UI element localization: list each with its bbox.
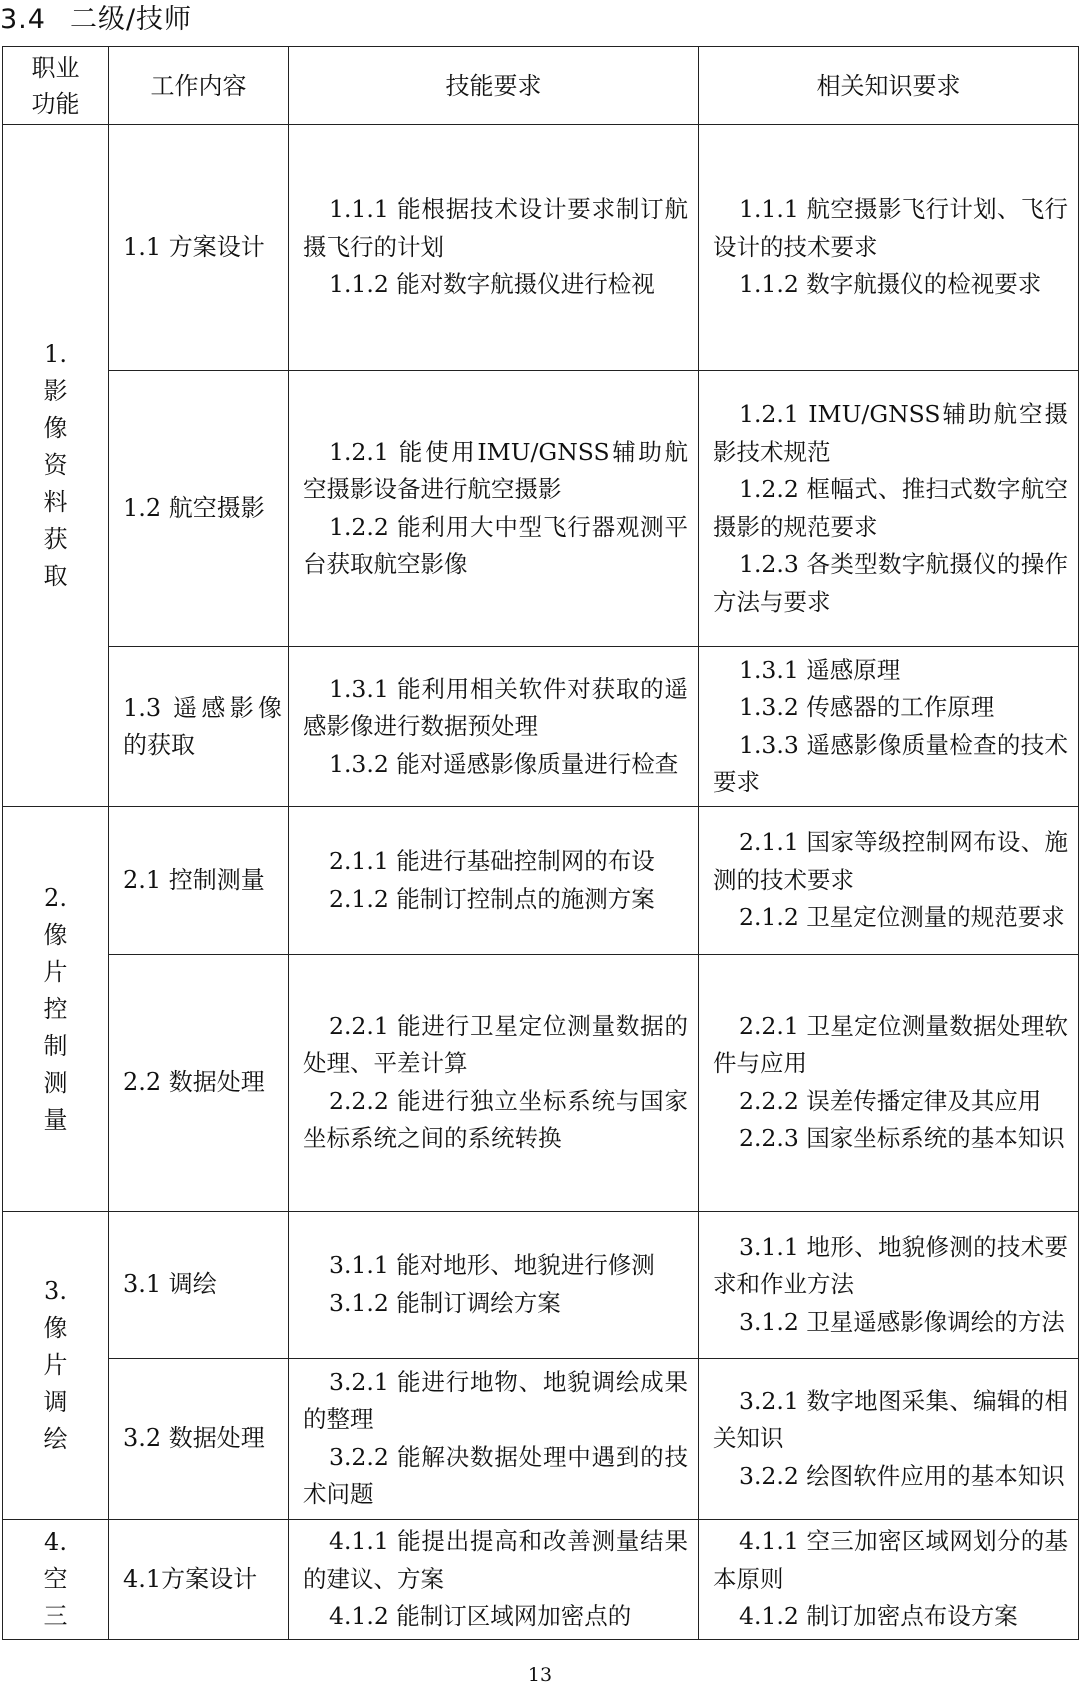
header-skill-requirements: 技能要求: [289, 47, 699, 125]
skill-item: 1.1.1 能根据技术设计要求制订航摄飞行的计划: [303, 195, 688, 261]
skill-item: 3.2.1 能进行地物、地貌调绘成果的整理: [303, 1367, 688, 1434]
skill-item: 1.3.2 能对遥感影像质量进行检查: [329, 749, 679, 778]
work-content-cell: 4.1方案设计: [109, 1519, 289, 1640]
work-content-cell: 1.1 方案设计: [109, 125, 289, 371]
table-header-row: [3, 47, 1079, 125]
function-text: 3.: [44, 1276, 67, 1305]
work-content-cell: 3.2 数据处理: [109, 1359, 289, 1519]
skill-item: 3.1.2 能制订调绘方案: [329, 1288, 561, 1317]
function-text: 料: [43, 488, 68, 517]
skill-requirements-cell: [289, 371, 699, 647]
function-text: 获: [43, 525, 68, 554]
header-func-line: 功能: [31, 89, 80, 118]
header-work-content: 工作内容: [109, 47, 289, 125]
function-text: 4.: [44, 1527, 67, 1556]
knowledge-item: 4.1.2 制订加密点布设方案: [739, 1602, 1018, 1630]
skill-item: 1.3.1 能利用相关软件对获取的遥感影像进行数据预处理: [303, 674, 688, 741]
knowledge-requirements-cell: [699, 371, 1079, 647]
knowledge-requirements-cell: [699, 1211, 1079, 1359]
knowledge-item: 1.2.2 框幅式、推扫式数字航空摄影的规范要求: [713, 475, 1068, 541]
table-row: [3, 125, 1079, 371]
function-text: 测: [43, 1068, 68, 1097]
function-text: 1.: [44, 340, 67, 369]
skill-item: 2.2.2 能进行独立坐标系统与国家坐标系统之间的系统转换: [303, 1086, 688, 1153]
section-title: 二级/技师: [69, 4, 193, 35]
table-body: [3, 125, 1079, 1640]
knowledge-item: 4.1.1 空三加密区域网划分的基本原则: [713, 1527, 1068, 1593]
function-text: 2.: [44, 883, 67, 912]
function-text: 控: [43, 994, 68, 1023]
knowledge-requirements-cell: [699, 1359, 1079, 1519]
table-row: [3, 647, 1079, 807]
function-text: 三: [43, 1601, 68, 1630]
knowledge-item: 3.1.2 卫星遥感影像调绘的方法: [739, 1307, 1065, 1336]
skill-item: 2.1.2 能制订控制点的施测方案: [329, 884, 655, 913]
skill-item: 2.2.1 能进行卫星定位测量数据的处理、平差计算: [303, 1011, 688, 1078]
function-text: 影: [43, 377, 68, 406]
table-row: [3, 1211, 1079, 1359]
work-content-cell: 2.1 控制测量: [109, 807, 289, 955]
table-row: [3, 1359, 1079, 1519]
knowledge-item: 1.1.2 数字航摄仪的检视要求: [739, 270, 1042, 299]
knowledge-item: 2.1.2 卫星定位测量的规范要求: [739, 903, 1065, 932]
skill-item: 2.1.1 能进行基础控制网的布设: [329, 847, 655, 876]
occupation-function-cell: [3, 807, 109, 1211]
function-text: 量: [43, 1105, 68, 1134]
knowledge-item: 2.2.3 国家坐标系统的基本知识: [739, 1124, 1065, 1153]
header-func-line: 职业: [31, 53, 80, 82]
function-text: 片: [43, 957, 68, 986]
knowledge-requirements-cell: [699, 647, 1079, 807]
function-text: 取: [43, 562, 68, 591]
function-text: 片: [43, 1350, 68, 1379]
function-text: 像: [43, 414, 68, 443]
knowledge-item: 1.2.3 各类型数字航摄仪的操作方法与要求: [713, 550, 1068, 616]
knowledge-item: 1.3.2 传感器的工作原理: [739, 693, 995, 722]
skill-requirements-cell: [289, 954, 699, 1211]
skill-item: 1.2.1 能使用IMU/GNSS辅助航空摄影设备进行航空摄影: [303, 437, 688, 504]
knowledge-item: 3.2.2 绘图软件应用的基本知识: [739, 1461, 1065, 1490]
work-content-cell: 2.2 数据处理: [109, 954, 289, 1211]
knowledge-item: 3.1.1 地形、地貌修测的技术要求和作业方法: [713, 1232, 1068, 1299]
function-text: 调: [43, 1387, 68, 1416]
header-occupation-function: [3, 47, 109, 125]
function-text: 像: [43, 920, 68, 949]
skill-item: 1.1.2 能对数字航摄仪进行检视: [329, 270, 655, 299]
table-row: [3, 807, 1079, 955]
function-text: 空: [43, 1564, 68, 1593]
section-number: 3.4: [0, 4, 46, 35]
table-row: [3, 1519, 1079, 1640]
knowledge-item: 2.1.1 国家等级控制网布设、施测的技术要求: [713, 828, 1068, 894]
skill-requirements-cell: [289, 647, 699, 807]
knowledge-item: 1.3.3 遥感影像质量检查的技术要求: [713, 730, 1068, 797]
skill-item: 3.2.2 能解决数据处理中遇到的技术问题: [303, 1442, 688, 1509]
work-content-cell: 1.2 航空摄影: [109, 371, 289, 647]
header-knowledge-requirements: 相关知识要求: [699, 47, 1079, 125]
function-text: 像: [43, 1313, 68, 1342]
work-content-cell: 3.1 调绘: [109, 1211, 289, 1359]
work-content-cell: 1.3 遥感影像的获取: [109, 647, 289, 807]
occupation-function-cell: [3, 1211, 109, 1519]
skill-requirements-cell: [289, 1359, 699, 1519]
skill-item: 4.1.2 能制订区域网加密点的: [329, 1602, 632, 1630]
knowledge-requirements-cell: [699, 954, 1079, 1211]
function-text: 绘: [43, 1424, 68, 1453]
knowledge-item: 1.1.1 航空摄影飞行计划、飞行设计的技术要求: [713, 195, 1068, 261]
knowledge-requirements-cell: [699, 807, 1079, 955]
skill-standard-table: [2, 46, 1079, 1640]
knowledge-item: 1.2.1 IMU/GNSS辅助航空摄影技术规范: [713, 400, 1068, 466]
table-row: [3, 954, 1079, 1211]
skill-item: 4.1.1 能提出提高和改善测量结果的建议、方案: [303, 1527, 688, 1593]
knowledge-item: 3.2.1 数字地图采集、编辑的相关知识: [713, 1386, 1068, 1453]
knowledge-item: 2.2.2 误差传播定律及其应用: [739, 1086, 1042, 1115]
knowledge-requirements-cell: [699, 1519, 1079, 1640]
knowledge-item: 1.3.1 遥感原理: [739, 655, 901, 684]
table-row: [3, 371, 1079, 647]
skill-item: 1.2.2 能利用大中型飞行器观测平台获取航空影像: [303, 512, 688, 579]
skill-requirements-cell: [289, 1211, 699, 1359]
skill-requirements-cell: [289, 1519, 699, 1640]
occupation-function-cell: [3, 125, 109, 807]
function-text: 资: [43, 451, 68, 480]
section-heading: [0, 2, 192, 38]
skill-requirements-cell: [289, 125, 699, 371]
occupation-function-cell: [3, 1519, 109, 1640]
function-text: 制: [43, 1031, 68, 1060]
skill-requirements-cell: [289, 807, 699, 955]
page-number: 13: [527, 1664, 553, 1686]
skill-item: 3.1.1 能对地形、地貌进行修测: [329, 1251, 655, 1280]
knowledge-item: 2.2.1 卫星定位测量数据处理软件与应用: [713, 1011, 1068, 1078]
knowledge-requirements-cell: [699, 125, 1079, 371]
